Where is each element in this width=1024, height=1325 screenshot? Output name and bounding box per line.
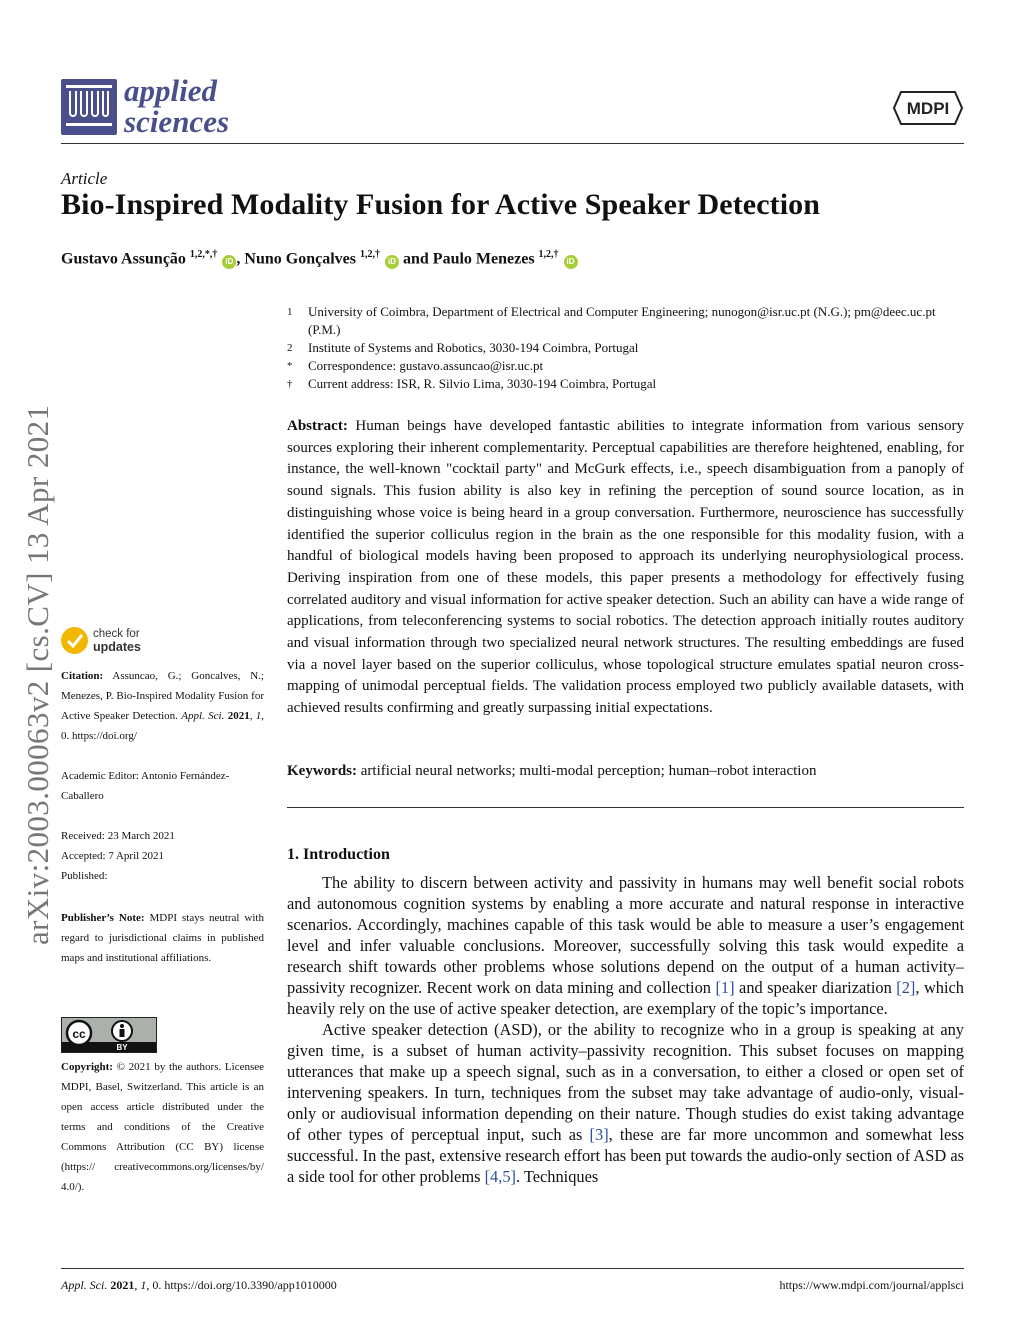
mdpi-logo (893, 90, 963, 126)
cc-by-license-icon[interactable] (61, 1017, 157, 1053)
affiliation-item: 2 Institute of Systems and Robotics, 3030-194 Coimbra, Portugal (287, 340, 639, 355)
author-sup: 1,2,† (360, 249, 380, 260)
article-type: Article (61, 169, 108, 188)
affiliation-item: * Correspondence: gustavo.assuncao@isr.uc.pt (287, 358, 544, 373)
author-list: Gustavo Assunção $^{1,2,*,\dagger}$ iD , Nuno Gonçalves $^{1,2,\dagger}$ iD and Paulo Menezes $^{1,2,\dagger}$ iD (61, 249, 578, 269)
svg-text:BY: BY (116, 1043, 128, 1052)
citation-link[interactable]: [1] (715, 978, 735, 997)
keywords: Keywords: artificial neural networks; multi-modal perception; human–robot interaction (287, 763, 817, 779)
author-sup: 1,2,*,† (189, 249, 218, 260)
author-name: Gustavo Assunção (61, 250, 186, 268)
check-for-updates-label[interactable]: check for updates (93, 628, 141, 654)
journal-logo-icon (61, 79, 117, 135)
svg-text:MDPI: MDPI (906, 99, 950, 118)
author-sup: 1,2,† (538, 249, 559, 260)
footer-journal-url[interactable]: https://www.mdpi.com/journal/applsci (779, 1278, 964, 1292)
paper-title: Bio-Inspired Modality Fusion for Active Speaker Detection (61, 188, 821, 221)
accepted-date: Accepted: 7 April 2021 (61, 850, 164, 862)
received-date: Received: 23 March 2021 (61, 830, 175, 842)
published-date: Published: (61, 870, 108, 882)
academic-editor: Academic Editor: Antonio Fernández-Caballero (61, 770, 230, 802)
author-name: Nuno Gonçalves (244, 250, 356, 268)
arxiv-stamp: arXiv:2003.00063v2 [cs.CV] 13 Apr 2021 (20, 404, 55, 945)
footer-divider (61, 1268, 964, 1269)
publisher-note: Publisher’s Note: MDPI stays neutral with regard to jurisdictional claims in published maps and institutional affiliations. (61, 912, 264, 964)
citation-link[interactable]: [4,5] (484, 1167, 516, 1186)
orcid-icon[interactable]: iD (385, 255, 399, 269)
citation-link[interactable]: [2] (896, 978, 916, 997)
paragraph: The ability to discern between activity and passivity in humans may well benefit social robots and autonomous cognition systems by enabling a more accurate and natural response in interactive scenarios. Accordingly, machines capable of this task would be able to measure a user’s engagement level and infer valuable conclusions. Moreover, successfully solving this task would expedite a research shift towards other problems whose solutions depend on the output of a human activity–passivity recognizer. Recent work on data mining and collection [1] and speaker diarization [2], which heavily rely on the use of active speaker detection, are exemplary of the topic’s importance. (287, 873, 964, 1018)
orcid-icon[interactable]: iD (222, 255, 236, 269)
citation-link[interactable]: [3] (589, 1125, 609, 1144)
paragraph: Active speaker detection (ASD), or the ability to recognize who in a group is speaking at any given time, is a subset of human activity–passivity recognition. This subset focuses on mapping utterances that make up a speech signal, such as in a conversation, to either a closed or open set of intervening speakers. In turn, techniques from the subset may take advantage of audio-only, visual-only or audiovisual information depending on their nature. Though studies do exist taking advantage of other types of perceptual input, such as [3], these are far more uncommon and somewhat less successful. In the past, extensive research effort has been put towards the audio-only section of ASD as a side tool for other problems [4,5]. Techniques (287, 1020, 964, 1186)
affiliation-item: 1 University of Coimbra, Department of Electrical and Computer Engineering; nunogon@isr.uc.pt (N.G.); pm@deec.uc.pt (P.M.) (287, 304, 936, 337)
affiliation-item: † Current address: ISR, R. Silvio Lima, 3030-194 Coimbra, Portugal (287, 376, 657, 391)
orcid-icon[interactable]: iD (564, 255, 578, 269)
abstract: Abstract: Human beings have developed fantastic abilities to integrate information from various sensory sources exploring their inherent complementarity. Perceptual capabilities are therefore heightened, enabling, for instance, the well-known "cocktail party" and McGurk effects, i.e., speech disambiguation from a panoply of sound signals. This fusion ability is also key in refining the perception of sound source location, as in distinguishing whose voice is being heard in a group conversation. Furthermore, neuroscience has successfully identified the superior colliculus region in the brain as the one responsible for this modality fusion, with a handful of biological models having been proposed to approach its underlying neurophysiological process. Deriving inspiration from one of these models, this paper presents a methodology for effectively fusing correlated auditory and visual information for active speaker detection. Such an ability can have a wide range of applications, from teleconferencing systems to social robotics. The detection approach initially routes auditory and visual information through two specialized neural network structures. The resulting embeddings are fused via a novel layer based on the superior colliculus, whose topological structure emulates spatial neuron cross-mapping of unimodal perceptual fields. The validation process employed two publicly available datasets, with achieved results confirming and greatly surpassing initial expectations. (287, 418, 964, 717)
intro-body (287, 872, 964, 1187)
journal-name: applied sciences (124, 73, 230, 139)
header-divider (61, 143, 964, 144)
copyright-block: Copyright: © 2021 by the authors. Licensee MDPI, Basel, Switzerland. This article is an open access article distributed under the terms and conditions of the Creative Commons Attribution (CC BY) license (https:// creativecommons.org/licenses/by/ 4.0/). (61, 1061, 264, 1193)
citation-block: Citation: Assuncao, G.; Goncalves, N.; Menezes, P. Bio-Inspired Modality Fusion for Active Speaker Detection. Appl. Sci. 2021, 1, 0. https://doi.org/ (61, 670, 265, 742)
footer-citation: Appl. Sci. 2021, 1, 0. https://doi.org/10.3390/app1010000 (61, 1278, 337, 1292)
section-heading: 1. Introduction (287, 846, 390, 863)
author-name: Paulo Menezes (432, 250, 535, 268)
svg-text:cc: cc (72, 1027, 86, 1041)
keywords-divider (287, 807, 964, 808)
check-for-updates-icon[interactable] (61, 627, 88, 654)
